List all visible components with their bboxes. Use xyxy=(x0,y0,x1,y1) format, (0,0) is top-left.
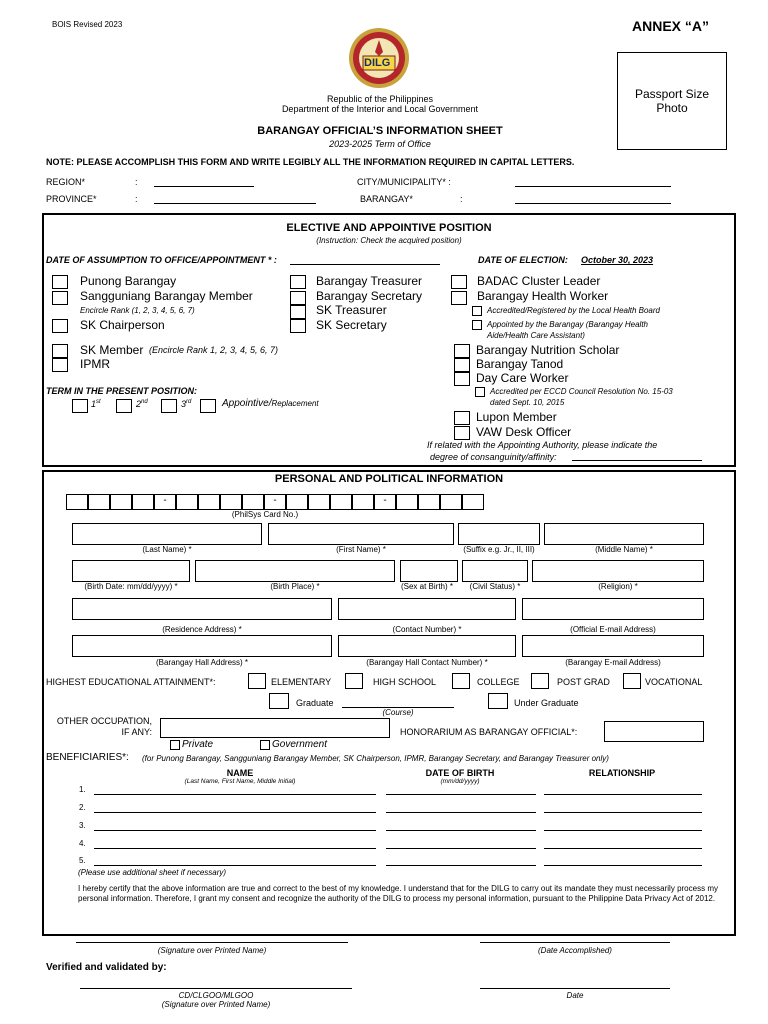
col-name-header: NAME xyxy=(226,768,254,778)
term-of-office: 2023-2025 Term of Office xyxy=(329,139,431,149)
day-care-worker-checkbox[interactable] xyxy=(454,372,470,386)
capital-letters-note: NOTE: PLEASE ACCOMPLISH THIS FORM AND WRITE LEGIBLY ALL THE INFORMATION REQUIRED IN CAPITAL LETTERS. xyxy=(46,157,575,167)
region-colon: : xyxy=(135,177,138,187)
philsys-digit[interactable] xyxy=(66,494,88,510)
philsys-digit[interactable] xyxy=(396,494,418,510)
college-label: COLLEGE xyxy=(477,677,520,687)
republic-text: Republic of the Philippines xyxy=(326,94,434,104)
bhw-label: Barangay Health Worker xyxy=(477,289,609,303)
col-rel-header: RELATIONSHIP xyxy=(588,768,656,778)
signature-line[interactable] xyxy=(76,942,348,943)
beneficiary-relationship-field[interactable] xyxy=(544,794,702,795)
beneficiary-dob-field[interactable] xyxy=(386,865,536,866)
vaw-desk-label: VAW Desk Officer xyxy=(476,425,572,439)
philsys-digit[interactable] xyxy=(198,494,220,510)
term-3rd-number: 3 xyxy=(181,399,187,409)
course-label: (Course) xyxy=(382,708,414,717)
sk-secretary-label: SK Secretary xyxy=(316,318,387,332)
sk-treasurer-checkbox[interactable] xyxy=(290,305,306,319)
philsys-digit[interactable] xyxy=(176,494,198,510)
day-care-worker-label: Day Care Worker xyxy=(476,371,569,385)
last-name-field[interactable] xyxy=(72,523,262,545)
appointive-text: Appointive/ xyxy=(222,398,272,409)
punong-barangay-label: Punong Barangay xyxy=(80,274,177,288)
elective-title: ELECTIVE AND APPOINTIVE POSITION xyxy=(286,222,492,234)
beneficiary-dob-field[interactable] xyxy=(386,812,536,813)
bhw-accredited-checkbox[interactable] xyxy=(472,306,482,316)
term-3rd-label xyxy=(181,399,191,409)
hall-contact-label: (Barangay Hall Contact Number) * xyxy=(366,658,488,667)
first-name-field[interactable] xyxy=(268,523,454,545)
philsys-digit[interactable] xyxy=(110,494,132,510)
beneficiary-row-number: 2. xyxy=(79,803,86,812)
beneficiary-row-number: 4. xyxy=(79,839,86,848)
photo-label-2: Photo xyxy=(656,101,688,115)
sex-label: (Sex at Birth) * xyxy=(400,582,453,591)
philsys-digit[interactable] xyxy=(286,494,308,510)
sk-member-checkbox[interactable] xyxy=(52,344,68,358)
sex-field[interactable] xyxy=(400,560,458,582)
dilg-logo xyxy=(343,26,415,90)
official-email-label: (Official E-mail Address) xyxy=(570,625,656,634)
beneficiary-dob-field[interactable] xyxy=(386,794,536,795)
ipmr-label: IPMR xyxy=(80,357,110,371)
other-occupation-label-1: OTHER OCCUPATION, xyxy=(56,716,152,726)
col-name-sub: (Last Name, First Name, Middle Initial) xyxy=(184,778,296,785)
term-2nd-label xyxy=(136,399,148,409)
verified-label: Verified and validated by: xyxy=(46,962,167,973)
col-dob-header: DATE OF BIRTH xyxy=(425,768,495,778)
undergraduate-checkbox[interactable] xyxy=(488,693,508,709)
religion-field[interactable] xyxy=(532,560,704,582)
contact-number-label: (Contact Number) * xyxy=(392,625,462,634)
birth-date-label: (Birth Date: mm/dd/yyyy) * xyxy=(84,582,178,591)
assumption-date-field[interactable] xyxy=(290,264,440,265)
beneficiary-relationship-field[interactable] xyxy=(544,865,702,866)
birth-place-label: (Birth Place) * xyxy=(270,582,320,591)
philsys-label: (PhilSys Card No.) xyxy=(231,510,299,519)
philsys-dash: - xyxy=(154,494,176,510)
middle-name-label: (Middle Name) * xyxy=(595,545,653,554)
residence-field[interactable] xyxy=(72,598,332,620)
beneficiary-name-field[interactable] xyxy=(94,812,376,813)
philsys-digit[interactable] xyxy=(330,494,352,510)
form-title: BARANGAY OFFICIAL’S INFORMATION SHEET xyxy=(257,125,503,137)
replacement-text: Replacement xyxy=(271,399,319,408)
certification-text: I hereby certify that the above information are true and correct to the best of my knowledge. I understand that for the DILG to carry out its mandate they must necessarily process my personal information. Therefore, I grant my consent and recognize the authority of the DILG to process my personal information, pursuant to the Philippine Data Privacy Act of 2012. xyxy=(78,884,718,903)
term-1st-number: 1 xyxy=(91,399,97,409)
middle-name-field[interactable] xyxy=(544,523,704,545)
hall-contact-field[interactable] xyxy=(338,635,516,657)
bhw-appointed-label-1: Appointed by the Barangay (Barangay Health xyxy=(487,320,648,329)
elective-section xyxy=(42,213,736,467)
barangay-tanod-checkbox[interactable] xyxy=(454,358,470,372)
validator-signature-label: (Signature over Printed Name) xyxy=(161,1000,271,1009)
beneficiary-row-number: 5. xyxy=(79,856,86,865)
sk-chairperson-checkbox[interactable] xyxy=(52,319,68,333)
philsys-digit[interactable] xyxy=(242,494,264,510)
eccd-accredited-checkbox[interactable] xyxy=(475,387,485,397)
sk-member-rank-note: (Encircle Rank 1, 2, 3, 4, 5, 6, 7) xyxy=(149,345,279,355)
passport-photo-box[interactable] xyxy=(617,52,727,150)
civil-status-label: (Civil Status) * xyxy=(469,582,521,591)
government-label: Government xyxy=(272,739,328,750)
last-name-label: (Last Name) * xyxy=(142,545,192,554)
term-1st-checkbox[interactable] xyxy=(72,399,88,413)
vocational-label: VOCATIONAL xyxy=(645,677,703,687)
elementary-label: ELEMENTARY xyxy=(271,677,332,687)
sk-treasurer-label: SK Treasurer xyxy=(316,303,387,317)
lupon-member-checkbox[interactable] xyxy=(454,411,470,425)
annex-label: ANNEX “A” xyxy=(632,18,710,34)
nutrition-scholar-checkbox[interactable] xyxy=(454,344,470,358)
logo-text: DILG xyxy=(364,57,391,69)
province-label: PROVINCE* xyxy=(46,194,97,204)
private-label: Private xyxy=(182,739,214,750)
education-label: HIGHEST EDUCATIONAL ATTAINMENT*: xyxy=(46,677,216,687)
highschool-checkbox[interactable] xyxy=(345,673,363,689)
sangguniang-member-checkbox[interactable] xyxy=(52,291,68,305)
elementary-checkbox[interactable] xyxy=(248,673,266,689)
official-email-field[interactable] xyxy=(522,598,704,620)
revision-label: BOIS Revised 2023 xyxy=(52,20,123,29)
ipmr-checkbox[interactable] xyxy=(52,358,68,372)
additional-sheet-note: (Please use additional sheet if necessary) xyxy=(78,868,227,877)
philsys-digit[interactable] xyxy=(440,494,462,510)
beneficiary-relationship-field[interactable] xyxy=(544,812,702,813)
related-note-2: degree of consanguinity/affinity: xyxy=(430,452,557,462)
election-date: October 30, 2023 xyxy=(581,255,654,265)
date-accomplished-line[interactable] xyxy=(480,942,670,943)
related-note-1: If related with the Appointing Authority, please indicate the xyxy=(427,440,658,450)
nutrition-scholar-label: Barangay Nutrition Scholar xyxy=(476,343,620,357)
barangay-tanod-label: Barangay Tanod xyxy=(476,357,564,371)
eccd-label-1: Accredited per ECCD Council Resolution No. 15-03 xyxy=(490,387,673,396)
first-name-label: (First Name) * xyxy=(336,545,386,554)
philsys-digit[interactable] xyxy=(88,494,110,510)
honorarium-label: HONORARIUM AS BARANGAY OFFICIAL*: xyxy=(400,727,578,737)
barangay-field[interactable] xyxy=(515,203,671,204)
term-3rd-sup: rd xyxy=(186,399,192,405)
other-occupation-field[interactable] xyxy=(160,718,390,738)
province-field[interactable] xyxy=(154,203,316,204)
beneficiary-row-number: 3. xyxy=(79,821,86,830)
term-label: TERM IN THE PRESENT POSITION: xyxy=(46,386,198,396)
barangay-label: BARANGAY* xyxy=(360,194,413,204)
bhw-accredited-label: Accredited/Registered by the Local Health Board xyxy=(487,306,660,315)
college-checkbox[interactable] xyxy=(452,673,470,689)
col-dob-sub: (mm/dd/yyyy) xyxy=(440,778,480,785)
punong-barangay-checkbox[interactable] xyxy=(52,275,68,289)
validation-date-line[interactable] xyxy=(480,988,670,989)
appointive-checkbox[interactable] xyxy=(200,399,216,413)
undergraduate-label: Under Graduate xyxy=(514,698,579,708)
government-checkbox[interactable] xyxy=(260,740,270,750)
term-3rd-checkbox[interactable] xyxy=(161,399,177,413)
validator-title: CD/CLGOO/MLGOO xyxy=(178,991,254,1000)
personal-title: PERSONAL AND POLITICAL INFORMATION xyxy=(274,473,504,485)
beneficiary-row-number: 1. xyxy=(79,785,86,794)
highschool-label: HIGH SCHOOL xyxy=(373,677,437,687)
sk-secretary-checkbox[interactable] xyxy=(290,319,306,333)
beneficiary-dob-field[interactable] xyxy=(386,830,536,831)
beneficiary-relationship-field[interactable] xyxy=(544,830,702,831)
term-1st-label xyxy=(91,399,101,409)
vaw-desk-checkbox[interactable] xyxy=(454,426,470,440)
beneficiary-relationship-field[interactable] xyxy=(544,848,702,849)
eccd-label-2: dated Sept. 10, 2015 xyxy=(490,398,565,407)
contact-number-field[interactable] xyxy=(338,598,516,620)
postgrad-checkbox[interactable] xyxy=(531,673,549,689)
beneficiary-dob-field[interactable] xyxy=(386,848,536,849)
residence-label: (Residence Address) * xyxy=(162,625,242,634)
sk-member-label: SK Member xyxy=(80,343,144,357)
photo-label-1: Passport Size xyxy=(634,87,710,101)
birth-date-field[interactable] xyxy=(72,560,190,582)
badac-label: BADAC Cluster Leader xyxy=(477,274,601,288)
validator-signature-line[interactable] xyxy=(80,988,352,989)
vocational-checkbox[interactable] xyxy=(623,673,641,689)
graduate-label: Graduate xyxy=(296,698,334,708)
appointive-label xyxy=(222,398,319,409)
department-text: Department of the Interior and Local Government xyxy=(281,104,479,114)
birth-place-field[interactable] xyxy=(195,560,395,582)
beneficiary-name-field[interactable] xyxy=(94,830,376,831)
barangay-treasurer-checkbox[interactable] xyxy=(290,275,306,289)
philsys-dash: - xyxy=(374,494,396,510)
suffix-label: (Suffix e.g. Jr., II, III) xyxy=(463,545,535,554)
term-1st-sup: st xyxy=(96,399,101,405)
term-2nd-number: 2 xyxy=(136,399,142,409)
hall-email-label: (Barangay E-mail Address) xyxy=(565,658,661,667)
hall-address-label: (Barangay Hall Address) * xyxy=(155,658,249,667)
bhw-appointed-checkbox[interactable] xyxy=(472,320,482,330)
postgrad-label: POST GRAD xyxy=(557,677,610,687)
beneficiary-name-field[interactable] xyxy=(94,865,376,866)
province-colon: : xyxy=(135,194,138,204)
philsys-digit[interactable] xyxy=(308,494,330,510)
bhw-checkbox[interactable] xyxy=(451,291,467,305)
bhw-appointed-label-2: Aide/Health Care Assistant) xyxy=(487,331,585,340)
philsys-dash: - xyxy=(264,494,286,510)
beneficiary-name-field[interactable] xyxy=(94,848,376,849)
region-label: REGION* xyxy=(46,177,86,187)
badac-checkbox[interactable] xyxy=(451,275,467,289)
signature-label: (Signature over Printed Name) xyxy=(157,946,267,955)
beneficiaries-note: (for Punong Barangay, Sangguniang Barangay Member, SK Chairperson, IPMR, Barangay Secretary, and Barangay Treasurer only) xyxy=(142,754,609,763)
other-occupation-label-2: IF ANY: xyxy=(121,727,152,737)
city-label: CITY/MUNICIPALITY* : xyxy=(357,177,451,187)
philsys-digit[interactable] xyxy=(462,494,484,510)
philsys-digit[interactable] xyxy=(132,494,154,510)
barangay-colon: : xyxy=(460,194,463,204)
consanguinity-field[interactable] xyxy=(572,460,702,461)
barangay-secretary-label: Barangay Secretary xyxy=(316,289,423,303)
validation-date-label: Date xyxy=(566,991,584,1000)
philsys-digit[interactable] xyxy=(352,494,374,510)
sangguniang-member-label: Sangguniang Barangay Member xyxy=(80,289,253,303)
hall-address-field[interactable] xyxy=(72,635,332,657)
election-label: DATE OF ELECTION: xyxy=(478,255,568,265)
term-2nd-checkbox[interactable] xyxy=(116,399,132,413)
suffix-field[interactable] xyxy=(458,523,540,545)
encircle-rank-note: Encircle Rank (1, 2, 3, 4, 5, 6, 7) xyxy=(80,306,195,315)
honorarium-field[interactable] xyxy=(604,721,704,742)
beneficiaries-label: BENEFICIARIES*: xyxy=(46,752,129,763)
private-checkbox[interactable] xyxy=(170,740,180,750)
philsys-digit[interactable] xyxy=(418,494,440,510)
hall-email-field[interactable] xyxy=(522,635,704,657)
date-accomplished-label: (Date Accomplished) xyxy=(538,946,612,955)
sk-chairperson-label: SK Chairperson xyxy=(80,318,165,332)
lupon-member-label: Lupon Member xyxy=(476,410,557,424)
barangay-treasurer-label: Barangay Treasurer xyxy=(316,274,423,288)
barangay-secretary-checkbox[interactable] xyxy=(290,291,306,305)
elective-instruction: (Instruction: Check the acquired position) xyxy=(316,236,462,245)
beneficiary-name-field[interactable] xyxy=(94,794,376,795)
city-field[interactable] xyxy=(515,186,671,187)
assumption-label: DATE OF ASSUMPTION TO OFFICE/APPOINTMENT * : xyxy=(46,255,277,265)
religion-label: (Religion) * xyxy=(598,582,638,591)
graduate-checkbox[interactable] xyxy=(269,693,289,709)
region-field[interactable] xyxy=(154,186,254,187)
civil-status-field[interactable] xyxy=(462,560,528,582)
philsys-digit[interactable] xyxy=(220,494,242,510)
term-2nd-sup: nd xyxy=(141,399,148,405)
